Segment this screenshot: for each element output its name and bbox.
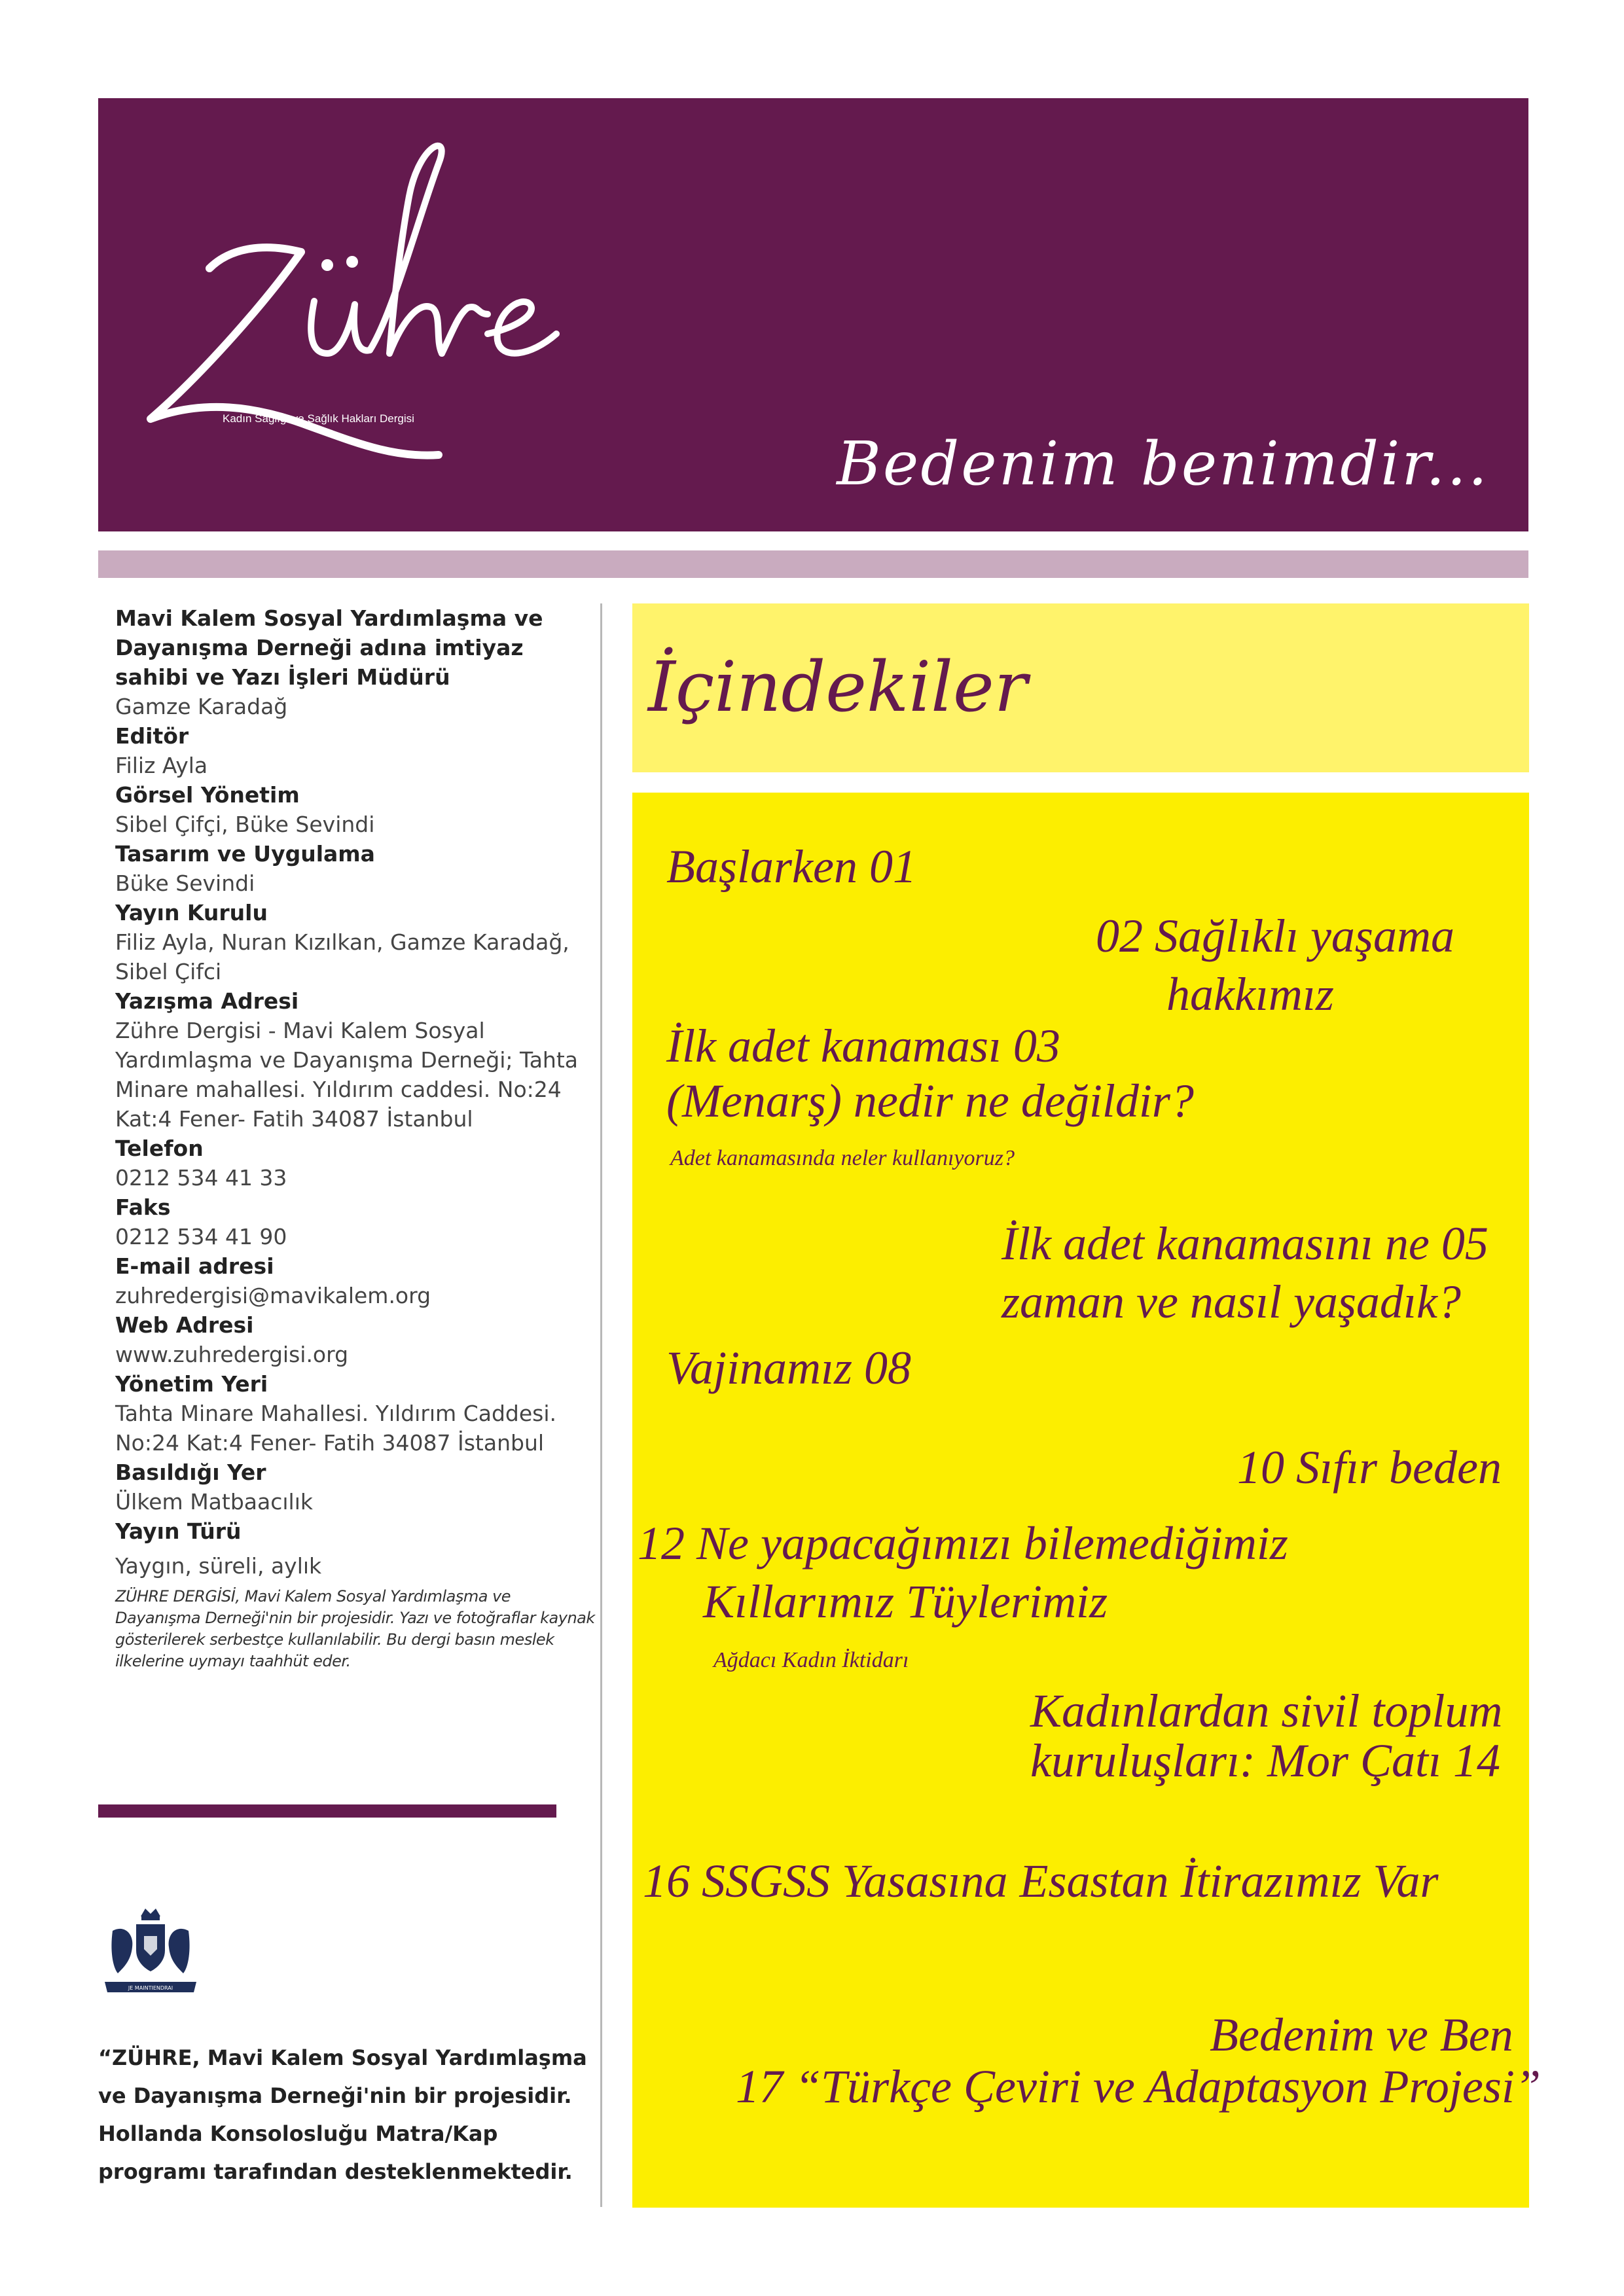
masthead-web-value: www.zuhredergisi.org — [115, 1342, 349, 1367]
sponsor-note: “ZÜHRE, Mavi Kalem Sosyal Yardımlaşma ve Dayanışma Derneği'nin bir projesidir. Hollanda Konsolosluğu Matra/Kap programı tarafından desteklenmektedir. — [98, 2045, 587, 2184]
toc-item-baslarken[interactable]: Başlarken 01 — [666, 840, 916, 893]
toc-item-ilk-adet-zaman-line1[interactable]: İlk adet kanamasını ne 05 — [1001, 1217, 1489, 1270]
masthead-editor-value: Filiz Ayla — [115, 753, 208, 778]
toc-item-ssgss[interactable]: 16 SSGSS Yasasına Esastan İtirazımız Var — [643, 1855, 1439, 1907]
toc-item-saglikli-line1[interactable]: 02 Sağlıklı yaşama — [1096, 910, 1454, 962]
toc-item-killarimiz-line1[interactable]: 12 Ne yapacağımızı bilemediğimiz — [638, 1517, 1288, 1570]
toc-item-killarimiz-line2[interactable]: Kıllarımız Tüylerimiz — [703, 1575, 1108, 1628]
masthead-board-value: Filiz Ayla, Nuran Kızılkan, Gamze Karadağ, Sibel Çifci — [115, 929, 569, 984]
masthead-editor-label: Editör — [115, 723, 189, 749]
toc-item-bedenim-line2[interactable]: 17 “Türkçe Çeviri ve Adaptasyon Projesi” — [736, 2060, 1541, 2113]
masthead — [115, 603, 600, 1672]
netherlands-crest-icon — [98, 1905, 203, 2009]
slogan: Bedenim benimdir... — [837, 429, 1489, 499]
toc-subitem-adet-kanamasi[interactable]: Adet kanamasında neler kullanıyoruz? — [670, 1146, 1015, 1170]
toc-item-mor-cati-line2[interactable]: kuruluşları: Mor Çatı 14 — [1030, 1734, 1501, 1787]
zuhre-logo — [111, 118, 648, 484]
toc-subitem-agdaci[interactable]: Ağdacı Kadın İktidarı — [713, 1648, 909, 1672]
column-divider — [600, 603, 602, 2207]
masthead-web-label: Web Adresi — [115, 1312, 254, 1338]
masthead-board-label: Yayın Kurulu — [115, 900, 268, 925]
masthead-address-label: Yazışma Adresi — [115, 988, 299, 1014]
toc-item-bedenim-line1[interactable]: Bedenim ve Ben — [1210, 2009, 1513, 2061]
masthead-visual-label: Görsel Yönetim — [115, 782, 300, 808]
toc-header — [632, 603, 1529, 772]
toc-item-mor-cati-line1[interactable]: Kadınlardan sivil toplum — [1030, 1685, 1503, 1737]
masthead-email-label: E-mail adresi — [115, 1253, 274, 1279]
crest-motto: JE MAINTIENDRAI — [128, 1985, 173, 1991]
magazine-tagline: Kadın Sağlığı ve Sağlık Hakları Dergisi — [223, 412, 414, 425]
header-banner — [98, 98, 1528, 531]
toc-item-saglikli-line2[interactable]: hakkımız — [1166, 968, 1334, 1020]
masthead-email-value: zuhredergisi@mavikalem.org — [115, 1283, 431, 1308]
masthead-management-label: Yönetim Yeri — [115, 1371, 268, 1397]
masthead-type-value: Yaygın, süreli, aylık — [115, 1553, 322, 1579]
header-divider — [98, 550, 1528, 578]
toc-item-ilk-adet-line1[interactable]: İlk adet kanaması 03 — [666, 1020, 1060, 1072]
toc-item-sifir-beden[interactable]: 10 Sıfır beden — [1237, 1441, 1502, 1494]
masthead-visual-value: Sibel Çifçi, Büke Sevindi — [115, 812, 375, 837]
masthead-type-label: Yayın Türü — [115, 1518, 242, 1544]
masthead-printer-value: Ülkem Matbaacılık — [115, 1489, 313, 1515]
left-divider — [98, 1804, 556, 1818]
masthead-address-value: Zühre Dergisi - Mavi Kalem Sosyal Yardımlaşma ve Dayanışma Derneği; Tahta Minare mahallesi. Yıldırım caddesi. No:24 Kat:4 Fener- Fatih 34087 İstanbul — [115, 1018, 579, 1132]
toc-item-vajinamiz[interactable]: Vajinamız 08 — [666, 1342, 912, 1394]
toc-title: İçindekiler — [648, 647, 1028, 727]
publication-notes: ZÜHRE DERGİSİ, Mavi Kalem Sosyal Yardımlaşma ve Dayanışma Derneği'nin bir projesidir. Yazı ve fotoğraflar kaynak gösterilerek serbestçe kullanılabilir. Bu dergi basın meslek ilkelerine uymayı taahhüt eder. — [115, 1587, 595, 1670]
masthead-printer-label: Basıldığı Yer — [115, 1460, 266, 1485]
masthead-phone-value: 0212 534 41 33 — [115, 1165, 287, 1191]
masthead-owner-label: Mavi Kalem Sosyal Yardımlaşma ve Dayanışma Derneği adına imtiyaz sahibi ve Yazı İşleri Müdürü — [115, 605, 543, 690]
masthead-owner-value: Gamze Karadağ — [115, 694, 288, 719]
masthead-design-label: Tasarım ve Uygulama — [115, 841, 375, 867]
toc-panel — [632, 793, 1529, 2208]
toc-item-ilk-adet-line2[interactable]: (Menarş) nedir ne değildir? — [666, 1075, 1194, 1127]
masthead-fax-value: 0212 534 41 90 — [115, 1224, 287, 1249]
masthead-design-value: Büke Sevindi — [115, 870, 255, 896]
toc-item-ilk-adet-zaman-line2[interactable]: zaman ve nasıl yaşadık? — [1001, 1276, 1461, 1328]
masthead-phone-label: Telefon — [115, 1136, 204, 1161]
masthead-fax-label: Faks — [115, 1194, 171, 1220]
masthead-management-value: Tahta Minare Mahallesi. Yıldırım Caddesi. No:24 Kat:4 Fener- Fatih 34087 İstanbul — [115, 1401, 557, 1456]
